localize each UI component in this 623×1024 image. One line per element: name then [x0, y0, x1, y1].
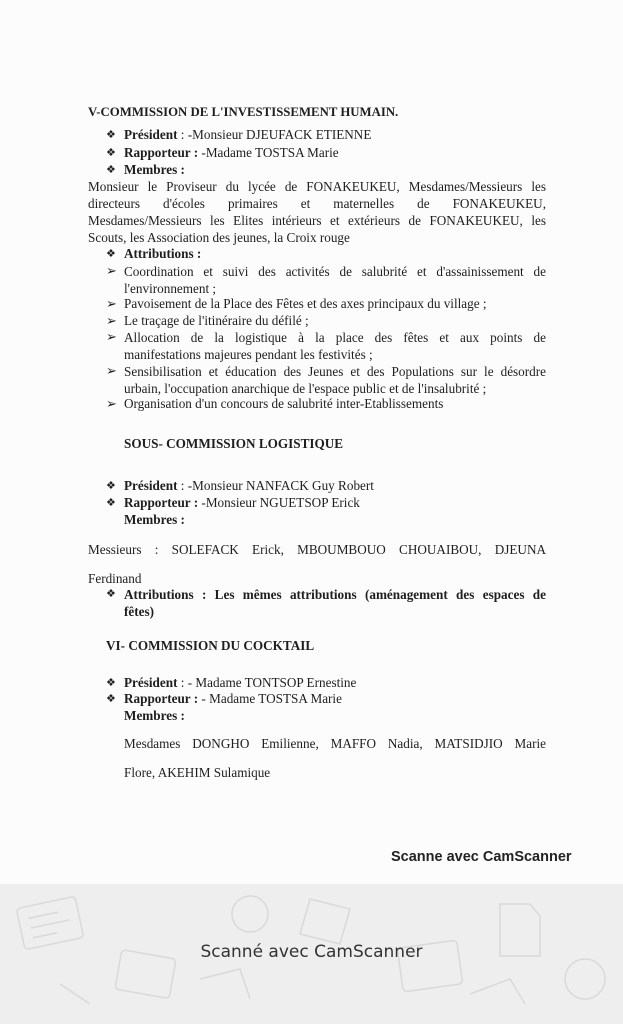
membres-paragraph — [124, 729, 546, 787]
bullet-diamond-icon: ❖ — [106, 164, 116, 176]
footer-scanned-label: Scanné avec CamScanner — [200, 942, 423, 962]
president-row — [124, 478, 374, 494]
membres-line: Flore, AKEHIM Sulamique — [124, 765, 271, 780]
rapporteur-value: -Monsieur NGUETSOP Erick — [201, 495, 360, 510]
president-label: Président — [124, 478, 178, 493]
membres-line: Monsieur le Proviseur du lycée de FONAKEUKEU, Mesdames/Messieurs les — [88, 179, 546, 194]
bullet-diamond-icon: ❖ — [106, 497, 116, 509]
attribution-line: Coordination et suivi des activités de salubrité et d'assainissement de — [124, 264, 546, 279]
membres-label: Membres : — [124, 708, 185, 723]
attribution-item — [124, 263, 546, 297]
membres-label: Membres : — [124, 162, 185, 177]
bullet-diamond-icon: ❖ — [106, 248, 116, 260]
bullet-diamond-icon: ❖ — [106, 480, 116, 492]
president-value: : -Monsieur NANFACK Guy Robert — [180, 478, 374, 493]
arrow-bullet-icon: ➢ — [106, 263, 117, 278]
president-row — [124, 675, 356, 691]
attribution-line: urbain, l'occupation anarchique de l'espace public et de l'insalubrité ; — [124, 381, 487, 396]
attribution-item: Organisation d'un concours de salubrité inter-Etablissements — [124, 396, 444, 411]
attribution-line: l'environnement ; — [124, 281, 217, 296]
attribution-item: Pavoisement de la Place des Fêtes et des axes principaux du village ; — [124, 296, 487, 311]
arrow-bullet-icon: ➢ — [106, 296, 117, 311]
rapporteur-label: Rapporteur : — [124, 145, 199, 160]
arrow-bullet-icon: ➢ — [106, 363, 117, 378]
sous-commission-title: SOUS- COMMISSION LOGISTIQUE — [124, 436, 344, 451]
membres-paragraph — [88, 178, 546, 246]
president-row — [124, 127, 371, 143]
attributions-line: Attributions : Les mêmes attributions (aménagement des espaces de — [124, 587, 546, 602]
rapporteur-value: -Madame TOSTSA Marie — [201, 145, 339, 160]
attribution-line: Allocation de la logistique à la place des fêtes et aux points de — [124, 330, 546, 345]
section-v-title: V-COMMISSION DE L'INVESTISSEMENT HUMAIN. — [88, 105, 399, 119]
bullet-diamond-icon: ❖ — [106, 677, 116, 689]
attribution-line: manifestations majeures pendant les festivités ; — [124, 347, 373, 362]
attribution-line: Sensibilisation et éducation des Jeunes et des Populations sur le désordre — [124, 364, 546, 379]
bullet-diamond-icon: ❖ — [106, 147, 116, 159]
rapporteur-value: - Madame TOSTSA Marie — [201, 691, 342, 706]
rapporteur-row — [124, 145, 339, 161]
president-label: Président — [124, 127, 178, 142]
rapporteur-row — [124, 691, 342, 707]
attribution-item — [124, 363, 546, 397]
president-value: : -Monsieur DJEUFACK ETIENNE — [180, 127, 372, 142]
camscanner-watermark: Scanne avec CamScanner — [391, 849, 572, 865]
section-vi-title: VI- COMMISSION DU COCKTAIL — [106, 638, 315, 653]
membres-line: Mesdames DONGHO Emilienne, MAFFO Nadia, MATSIDJIO Marie — [124, 736, 546, 751]
attributions-paragraph — [124, 586, 546, 620]
bullet-diamond-icon: ❖ — [106, 129, 116, 141]
membres-line: Ferdinand — [88, 571, 142, 586]
rapporteur-label: Rapporteur : — [124, 691, 199, 706]
rapporteur-label: Rapporteur : — [124, 495, 199, 510]
membres-line: directeurs d'écoles primaires et maternelles de FONAKEUKEU, — [88, 196, 546, 211]
membres-line: Messieurs : SOLEFACK Erick, MBOUMBOUO CHOUAIBOU, DJEUNA — [88, 542, 546, 557]
attribution-item — [124, 329, 546, 363]
arrow-bullet-icon: ➢ — [106, 313, 117, 328]
attribution-item: Le traçage de l'itinéraire du défilé ; — [124, 313, 309, 328]
attributions-line: fêtes) — [124, 604, 155, 619]
membres-paragraph — [88, 535, 546, 593]
membres-line: Mesdames/Messieurs les Elites intérieurs et extérieurs de FONAKEUKEU, les — [88, 213, 546, 228]
bullet-diamond-icon: ❖ — [106, 693, 116, 705]
attributions-label: Attributions : — [124, 246, 202, 261]
arrow-bullet-icon: ➢ — [106, 396, 117, 411]
membres-line: Scouts, les Association des jeunes, la Croix rouge — [88, 230, 350, 245]
president-label: Président — [124, 675, 178, 690]
bullet-diamond-icon: ❖ — [106, 588, 116, 600]
president-value: : - Madame TONTSOP Ernestine — [180, 675, 357, 690]
arrow-bullet-icon: ➢ — [106, 329, 117, 344]
membres-label: Membres : — [124, 512, 185, 527]
rapporteur-row — [124, 495, 360, 511]
